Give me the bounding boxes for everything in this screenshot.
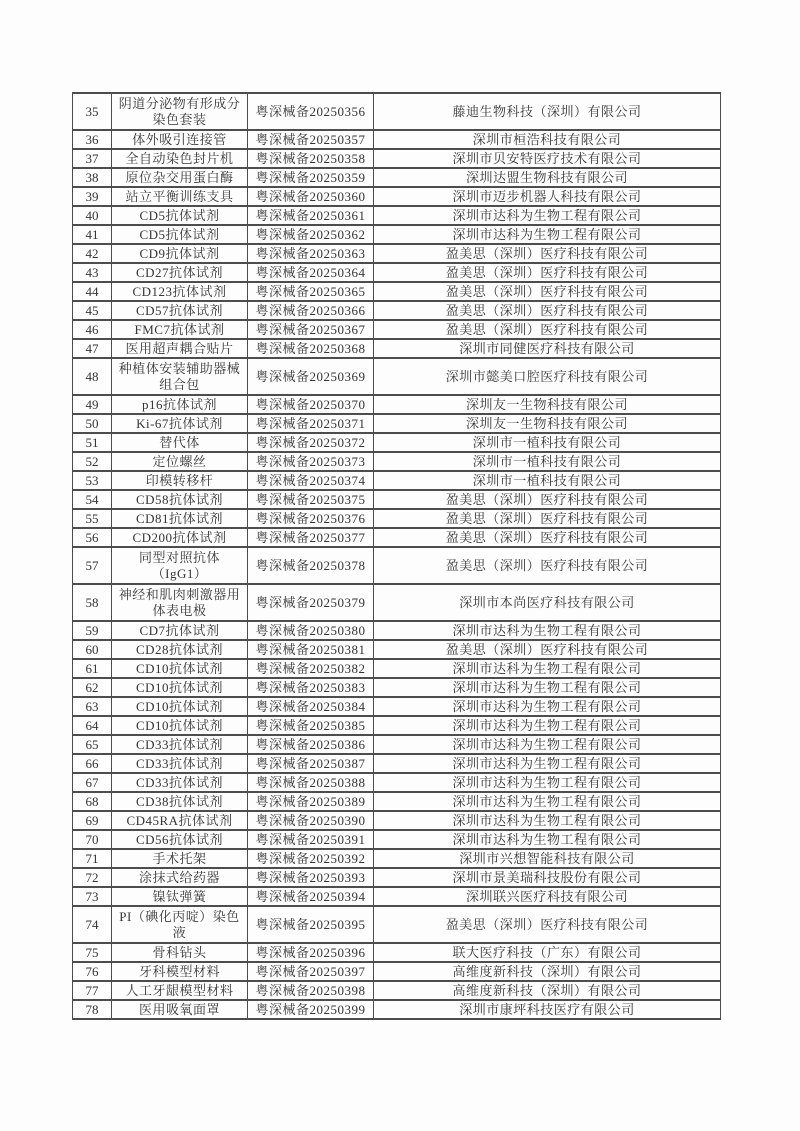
- table-row: [73, 697, 721, 716]
- table-row: [73, 906, 721, 943]
- cell-row-number: 40: [73, 206, 112, 225]
- cell-product-name: 阴道分泌物有形成分染色套装: [112, 93, 248, 130]
- table-row: [73, 621, 721, 640]
- cell-company-name: 深圳联兴医疗科技有限公司: [374, 887, 721, 906]
- cell-product-name: CD9抗体试剂: [112, 244, 248, 263]
- cell-company-name: 深圳友一生物科技有限公司: [374, 395, 721, 414]
- cell-company-name: 藤迪生物科技（深圳）有限公司: [374, 93, 721, 130]
- cell-registration-number: 粤深械备20250389: [248, 792, 374, 811]
- cell-company-name: 深圳市康坪科技医疗有限公司: [374, 1000, 721, 1019]
- cell-row-number: 62: [73, 678, 112, 697]
- table-row: [73, 509, 721, 528]
- cell-registration-number: 粤深械备20250361: [248, 206, 374, 225]
- cell-row-number: 39: [73, 187, 112, 206]
- cell-row-number: 53: [73, 471, 112, 490]
- cell-company-name: 深圳市达科为生物工程有限公司: [374, 678, 721, 697]
- cell-company-name: 盈美思（深圳）医疗科技有限公司: [374, 640, 721, 659]
- cell-registration-number: 粤深械备20250368: [248, 339, 374, 358]
- cell-company-name: 深圳达盟生物科技有限公司: [374, 168, 721, 187]
- cell-registration-number: 粤深械备20250371: [248, 414, 374, 433]
- cell-row-number: 55: [73, 509, 112, 528]
- cell-registration-number: 粤深械备20250380: [248, 621, 374, 640]
- cell-product-name: 同型对照抗体（IgG1）: [112, 547, 248, 584]
- cell-registration-number: 粤深械备20250364: [248, 263, 374, 282]
- cell-product-name: 涂抹式给药器: [112, 868, 248, 887]
- cell-row-number: 65: [73, 735, 112, 754]
- cell-product-name: CD28抗体试剂: [112, 640, 248, 659]
- cell-registration-number: 粤深械备20250378: [248, 547, 374, 584]
- cell-row-number: 60: [73, 640, 112, 659]
- cell-product-name: 体外吸引连接管: [112, 130, 248, 149]
- cell-registration-number: 粤深械备20250382: [248, 659, 374, 678]
- cell-company-name: 盈美思（深圳）医疗科技有限公司: [374, 244, 721, 263]
- cell-product-name: 手术托架: [112, 849, 248, 868]
- table-row: [73, 358, 721, 395]
- cell-company-name: 盈美思（深圳）医疗科技有限公司: [374, 282, 721, 301]
- cell-company-name: 深圳市达科为生物工程有限公司: [374, 716, 721, 735]
- table-row: [73, 225, 721, 244]
- cell-company-name: 高维度新科技（深圳）有限公司: [374, 962, 721, 981]
- table-row: [73, 490, 721, 509]
- table-row: [73, 528, 721, 547]
- cell-company-name: 深圳市迈步机器人科技有限公司: [374, 187, 721, 206]
- cell-company-name: 深圳市达科为生物工程有限公司: [374, 621, 721, 640]
- cell-product-name: CD10抗体试剂: [112, 697, 248, 716]
- cell-row-number: 41: [73, 225, 112, 244]
- cell-product-name: CD56抗体试剂: [112, 830, 248, 849]
- table-row: [73, 659, 721, 678]
- table-row: [73, 206, 721, 225]
- table-row: [73, 93, 721, 130]
- cell-company-name: 深圳市达科为生物工程有限公司: [374, 811, 721, 830]
- table-row: [73, 395, 721, 414]
- cell-row-number: 50: [73, 414, 112, 433]
- cell-company-name: 深圳市达科为生物工程有限公司: [374, 735, 721, 754]
- cell-product-name: 镍钛弹簧: [112, 887, 248, 906]
- cell-company-name: 深圳市达科为生物工程有限公司: [374, 206, 721, 225]
- cell-product-name: 定位螺丝: [112, 452, 248, 471]
- cell-registration-number: 粤深械备20250390: [248, 811, 374, 830]
- cell-company-name: 深圳市一植科技有限公司: [374, 452, 721, 471]
- cell-row-number: 75: [73, 943, 112, 962]
- cell-row-number: 78: [73, 1000, 112, 1019]
- cell-row-number: 59: [73, 621, 112, 640]
- cell-registration-number: 粤深械备20250362: [248, 225, 374, 244]
- cell-row-number: 47: [73, 339, 112, 358]
- cell-product-name: 人工牙龈模型材料: [112, 981, 248, 1000]
- cell-company-name: 深圳市达科为生物工程有限公司: [374, 792, 721, 811]
- table-row: [73, 887, 721, 906]
- cell-row-number: 67: [73, 773, 112, 792]
- cell-company-name: 盈美思（深圳）医疗科技有限公司: [374, 263, 721, 282]
- cell-product-name: CD38抗体试剂: [112, 792, 248, 811]
- cell-company-name: 盈美思（深圳）医疗科技有限公司: [374, 547, 721, 584]
- cell-registration-number: 粤深械备20250358: [248, 149, 374, 168]
- cell-company-name: 盈美思（深圳）医疗科技有限公司: [374, 490, 721, 509]
- cell-row-number: 37: [73, 149, 112, 168]
- cell-row-number: 38: [73, 168, 112, 187]
- cell-company-name: 深圳市一植科技有限公司: [374, 471, 721, 490]
- cell-registration-number: 粤深械备20250388: [248, 773, 374, 792]
- table-row: [73, 187, 721, 206]
- cell-row-number: 64: [73, 716, 112, 735]
- cell-product-name: 医用超声耦合贴片: [112, 339, 248, 358]
- cell-product-name: 神经和肌肉刺激器用体表电极: [112, 584, 248, 621]
- table-row: [73, 130, 721, 149]
- table-row: [73, 547, 721, 584]
- cell-registration-number: 粤深械备20250392: [248, 849, 374, 868]
- cell-row-number: 48: [73, 358, 112, 395]
- cell-product-name: CD81抗体试剂: [112, 509, 248, 528]
- cell-product-name: 全自动染色封片机: [112, 149, 248, 168]
- table-row: [73, 263, 721, 282]
- cell-registration-number: 粤深械备20250367: [248, 320, 374, 339]
- cell-registration-number: 粤深械备20250373: [248, 452, 374, 471]
- cell-registration-number: 粤深械备20250359: [248, 168, 374, 187]
- cell-product-name: 医用吸氧面罩: [112, 1000, 248, 1019]
- cell-row-number: 36: [73, 130, 112, 149]
- cell-row-number: 43: [73, 263, 112, 282]
- cell-registration-number: 粤深械备20250379: [248, 584, 374, 621]
- cell-row-number: 44: [73, 282, 112, 301]
- cell-registration-number: 粤深械备20250374: [248, 471, 374, 490]
- cell-row-number: 52: [73, 452, 112, 471]
- cell-product-name: CD5抗体试剂: [112, 206, 248, 225]
- cell-product-name: CD7抗体试剂: [112, 621, 248, 640]
- cell-row-number: 49: [73, 395, 112, 414]
- cell-company-name: 深圳市达科为生物工程有限公司: [374, 225, 721, 244]
- cell-row-number: 66: [73, 754, 112, 773]
- cell-product-name: CD33抗体试剂: [112, 754, 248, 773]
- cell-product-name: CD33抗体试剂: [112, 735, 248, 754]
- cell-company-name: 盈美思（深圳）医疗科技有限公司: [374, 906, 721, 943]
- cell-product-name: 站立平衡训练支具: [112, 187, 248, 206]
- table-row: [73, 301, 721, 320]
- table-row: [73, 640, 721, 659]
- cell-company-name: 深圳市兴想智能科技有限公司: [374, 849, 721, 868]
- cell-product-name: p16抗体试剂: [112, 395, 248, 414]
- cell-product-name: CD45RA抗体试剂: [112, 811, 248, 830]
- table-row: [73, 868, 721, 887]
- cell-product-name: CD57抗体试剂: [112, 301, 248, 320]
- cell-registration-number: 粤深械备20250399: [248, 1000, 374, 1019]
- cell-registration-number: 粤深械备20250395: [248, 906, 374, 943]
- cell-registration-number: 粤深械备20250357: [248, 130, 374, 149]
- cell-company-name: 深圳市达科为生物工程有限公司: [374, 830, 721, 849]
- table-row: [73, 849, 721, 868]
- cell-company-name: 深圳市贝安特医疗技术有限公司: [374, 149, 721, 168]
- cell-registration-number: 粤深械备20250393: [248, 868, 374, 887]
- cell-product-name: 种植体安装辅助器械组合包: [112, 358, 248, 395]
- table-row: [73, 716, 721, 735]
- cell-row-number: 45: [73, 301, 112, 320]
- table-row: [73, 792, 721, 811]
- cell-company-name: 深圳市一植科技有限公司: [374, 433, 721, 452]
- table-row: [73, 811, 721, 830]
- cell-product-name: CD123抗体试剂: [112, 282, 248, 301]
- cell-registration-number: 粤深械备20250376: [248, 509, 374, 528]
- cell-product-name: 印模转移杆: [112, 471, 248, 490]
- cell-registration-number: 粤深械备20250356: [248, 93, 374, 130]
- cell-registration-number: 粤深械备20250386: [248, 735, 374, 754]
- table-row: [73, 339, 721, 358]
- cell-registration-number: 粤深械备20250387: [248, 754, 374, 773]
- cell-registration-number: 粤深械备20250398: [248, 981, 374, 1000]
- cell-product-name: CD27抗体试剂: [112, 263, 248, 282]
- table-row: [73, 943, 721, 962]
- table-row: [73, 678, 721, 697]
- cell-row-number: 68: [73, 792, 112, 811]
- cell-product-name: CD10抗体试剂: [112, 716, 248, 735]
- table-row: [73, 414, 721, 433]
- cell-row-number: 73: [73, 887, 112, 906]
- cell-row-number: 69: [73, 811, 112, 830]
- cell-row-number: 77: [73, 981, 112, 1000]
- cell-product-name: 原位杂交用蛋白酶: [112, 168, 248, 187]
- table-row: [73, 830, 721, 849]
- cell-registration-number: 粤深械备20250384: [248, 697, 374, 716]
- table-row: [73, 773, 721, 792]
- cell-product-name: 骨科钻头: [112, 943, 248, 962]
- cell-registration-number: 粤深械备20250394: [248, 887, 374, 906]
- cell-registration-number: 粤深械备20250381: [248, 640, 374, 659]
- cell-product-name: PI（碘化丙啶）染色液: [112, 906, 248, 943]
- cell-row-number: 70: [73, 830, 112, 849]
- cell-company-name: 盈美思（深圳）医疗科技有限公司: [374, 320, 721, 339]
- cell-company-name: 盈美思（深圳）医疗科技有限公司: [374, 301, 721, 320]
- cell-row-number: 74: [73, 906, 112, 943]
- cell-product-name: 替代体: [112, 433, 248, 452]
- cell-registration-number: 粤深械备20250377: [248, 528, 374, 547]
- cell-company-name: 深圳友一生物科技有限公司: [374, 414, 721, 433]
- cell-company-name: 深圳市达科为生物工程有限公司: [374, 754, 721, 773]
- cell-row-number: 61: [73, 659, 112, 678]
- cell-company-name: 盈美思（深圳）医疗科技有限公司: [374, 509, 721, 528]
- table-row: [73, 433, 721, 452]
- cell-row-number: 54: [73, 490, 112, 509]
- cell-row-number: 46: [73, 320, 112, 339]
- cell-registration-number: 粤深械备20250397: [248, 962, 374, 981]
- cell-row-number: 51: [73, 433, 112, 452]
- table-row: [73, 981, 721, 1000]
- table-row: [73, 320, 721, 339]
- cell-company-name: 深圳市达科为生物工程有限公司: [374, 697, 721, 716]
- cell-row-number: 72: [73, 868, 112, 887]
- cell-product-name: CD5抗体试剂: [112, 225, 248, 244]
- cell-company-name: 联大医疗科技（广东）有限公司: [374, 943, 721, 962]
- cell-product-name: CD10抗体试剂: [112, 678, 248, 697]
- cell-product-name: Ki-67抗体试剂: [112, 414, 248, 433]
- cell-company-name: 深圳市景美瑞科技股份有限公司: [374, 868, 721, 887]
- cell-registration-number: 粤深械备20250369: [248, 358, 374, 395]
- cell-row-number: 76: [73, 962, 112, 981]
- table-row: [73, 471, 721, 490]
- cell-registration-number: 粤深械备20250366: [248, 301, 374, 320]
- cell-row-number: 56: [73, 528, 112, 547]
- table-row: [73, 584, 721, 621]
- cell-row-number: 35: [73, 93, 112, 130]
- device-registration-table: [72, 92, 721, 1020]
- cell-company-name: 高维度新科技（深圳）有限公司: [374, 981, 721, 1000]
- cell-registration-number: 粤深械备20250375: [248, 490, 374, 509]
- cell-row-number: 58: [73, 584, 112, 621]
- table-row: [73, 149, 721, 168]
- cell-registration-number: 粤深械备20250370: [248, 395, 374, 414]
- table-row: [73, 168, 721, 187]
- cell-registration-number: 粤深械备20250385: [248, 716, 374, 735]
- cell-row-number: 63: [73, 697, 112, 716]
- table-row: [73, 244, 721, 263]
- registration-table-body: [73, 93, 721, 1019]
- cell-registration-number: 粤深械备20250365: [248, 282, 374, 301]
- table-row: [73, 1000, 721, 1019]
- table-row: [73, 452, 721, 471]
- cell-product-name: 牙科模型材料: [112, 962, 248, 981]
- cell-company-name: 深圳市同健医疗科技有限公司: [374, 339, 721, 358]
- cell-registration-number: 粤深械备20250391: [248, 830, 374, 849]
- cell-row-number: 71: [73, 849, 112, 868]
- cell-registration-number: 粤深械备20250360: [248, 187, 374, 206]
- cell-company-name: 盈美思（深圳）医疗科技有限公司: [374, 528, 721, 547]
- table-row: [73, 754, 721, 773]
- table-row: [73, 962, 721, 981]
- cell-registration-number: 粤深械备20250372: [248, 433, 374, 452]
- cell-row-number: 42: [73, 244, 112, 263]
- cell-company-name: 深圳市桓浩科技有限公司: [374, 130, 721, 149]
- cell-company-name: 深圳市达科为生物工程有限公司: [374, 773, 721, 792]
- cell-product-name: CD58抗体试剂: [112, 490, 248, 509]
- cell-registration-number: 粤深械备20250383: [248, 678, 374, 697]
- table-row: [73, 735, 721, 754]
- cell-registration-number: 粤深械备20250363: [248, 244, 374, 263]
- cell-company-name: 深圳市懿美口腔医疗科技有限公司: [374, 358, 721, 395]
- cell-registration-number: 粤深械备20250396: [248, 943, 374, 962]
- cell-company-name: 深圳市本尚医疗科技有限公司: [374, 584, 721, 621]
- cell-product-name: CD10抗体试剂: [112, 659, 248, 678]
- cell-product-name: FMC7抗体试剂: [112, 320, 248, 339]
- table-row: [73, 282, 721, 301]
- cell-product-name: CD200抗体试剂: [112, 528, 248, 547]
- cell-company-name: 深圳市达科为生物工程有限公司: [374, 659, 721, 678]
- cell-product-name: CD33抗体试剂: [112, 773, 248, 792]
- cell-row-number: 57: [73, 547, 112, 584]
